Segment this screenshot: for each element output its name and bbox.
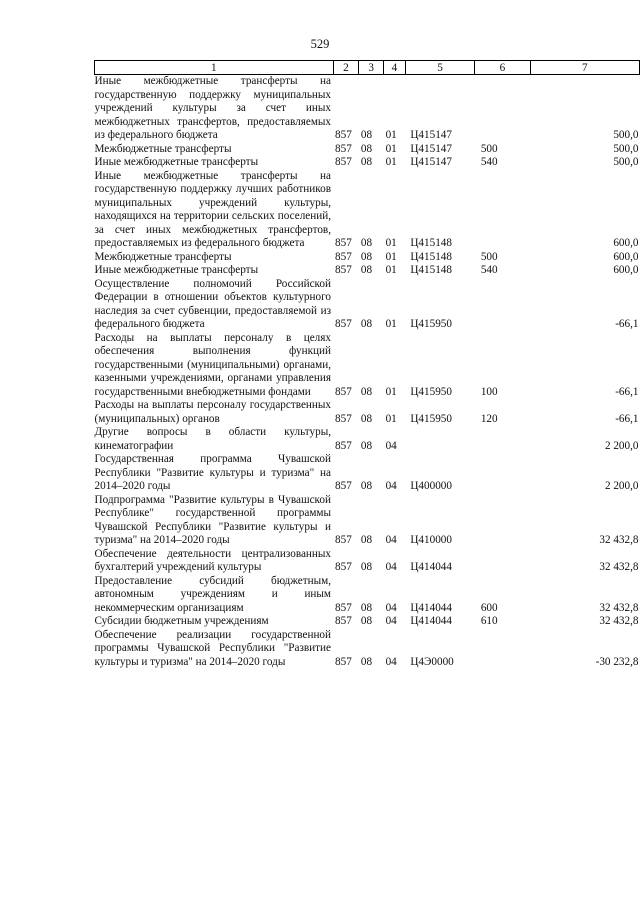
row-grbs: 857 <box>335 561 352 573</box>
table-row <box>95 548 640 575</box>
row-subsection: 04 <box>385 655 397 668</box>
row-grbs: 857 <box>335 480 352 492</box>
table-row <box>95 156 640 170</box>
row-target-article: Ц415147 <box>410 156 452 168</box>
table-row <box>95 494 640 548</box>
row-grbs: 857 <box>335 385 352 398</box>
row-section: 08 <box>360 156 373 168</box>
row-target-article: Ц410000 <box>410 534 452 546</box>
row-expense-type: 120 <box>480 412 498 425</box>
row-section: 08 <box>360 561 373 573</box>
row-subsection: 01 <box>385 250 397 263</box>
row-grbs: 857 <box>335 439 352 452</box>
row-expense-type: 610 <box>480 615 498 627</box>
row-section: 08 <box>360 385 373 398</box>
row-amount: 2 200,0 <box>604 439 639 452</box>
header-col-5: 5 <box>405 61 474 75</box>
row-amount: 600,0 <box>613 264 639 276</box>
row-expense-type <box>475 548 530 575</box>
row-target-article: Ц415147 <box>410 142 452 155</box>
row-description: Другие вопросы в области культуры, кинематографии <box>94 426 332 452</box>
row-section: 08 <box>360 439 373 452</box>
row-grbs: 857 <box>335 412 352 425</box>
row-section: 08 <box>360 237 373 249</box>
table-row <box>95 615 640 629</box>
row-description: Государственная программа Чувашской Республики "Развитие культуры и туризма" на 2014–2020 годы <box>94 453 332 492</box>
header-col-3: 3 <box>359 61 384 75</box>
row-subsection: 01 <box>385 129 397 141</box>
row-section: 08 <box>360 264 373 276</box>
row-target-article: Ц4Э0000 <box>410 655 454 668</box>
row-expense-type <box>475 494 530 548</box>
row-description: Иные межбюджетные трансферты <box>94 156 259 168</box>
row-section: 08 <box>360 601 373 614</box>
header-col-6: 6 <box>475 61 530 75</box>
row-target-article: Ц414044 <box>410 601 452 614</box>
header-col-4: 4 <box>384 61 406 75</box>
row-section: 08 <box>360 142 373 155</box>
row-amount: 2 200,0 <box>604 480 639 492</box>
row-subsection: 01 <box>385 142 397 155</box>
table-row <box>95 426 640 453</box>
budget-table <box>94 60 640 669</box>
page-number: 529 <box>310 37 330 51</box>
row-grbs: 857 <box>335 264 352 276</box>
header-col-2: 2 <box>333 61 359 75</box>
row-amount: 500,0 <box>613 156 639 168</box>
row-section: 08 <box>360 655 373 668</box>
table-row <box>95 251 640 265</box>
row-expense-type: 100 <box>480 385 498 398</box>
row-target-article <box>405 426 474 453</box>
table-row <box>95 264 640 278</box>
row-expense-type <box>475 629 530 670</box>
row-subsection: 04 <box>385 615 397 627</box>
row-description: Межбюджетные трансферты <box>94 142 232 155</box>
row-expense-type <box>475 170 530 251</box>
row-subsection: 01 <box>385 318 397 330</box>
row-target-article: Ц415148 <box>410 250 452 263</box>
row-grbs: 857 <box>335 156 352 168</box>
row-amount: 600,0 <box>613 237 639 249</box>
row-section: 08 <box>360 318 373 330</box>
row-amount: 32 432,8 <box>599 601 639 614</box>
row-grbs: 857 <box>335 237 352 249</box>
row-target-article: Ц414044 <box>410 615 452 627</box>
row-amount: -66,1 <box>615 412 639 425</box>
row-subsection: 01 <box>385 264 397 276</box>
row-description: Иные межбюджетные трансферты <box>94 264 259 276</box>
row-section: 08 <box>360 480 373 492</box>
row-amount: -66,1 <box>615 318 639 330</box>
row-description: Иные межбюджетные трансферты на государственную поддержку муниципальных учреждений культуры за счет иных межбюджетных трансфертов, предоставляемых из федерального бюджета <box>94 75 332 141</box>
row-subsection: 01 <box>385 156 397 168</box>
header-row <box>95 61 640 75</box>
header-col-1: 1 <box>95 61 334 75</box>
row-amount: 600,0 <box>613 250 639 263</box>
row-grbs: 857 <box>335 318 352 330</box>
row-target-article: Ц414044 <box>410 561 452 573</box>
row-expense-type <box>475 75 530 143</box>
row-target-article: Ц415950 <box>410 385 452 398</box>
row-expense-type: 600 <box>480 601 498 614</box>
table-body <box>95 75 640 670</box>
row-description: Расходы на выплаты персоналу в целях обеспечения выполнения функций государственными (муниципальными) органами, казенными учреждениями, органами управления государственными внебюджетными фондами <box>94 331 332 398</box>
table-row <box>95 170 640 251</box>
row-grbs: 857 <box>335 142 352 155</box>
row-grbs: 857 <box>335 655 352 668</box>
row-amount: 32 432,8 <box>599 561 639 573</box>
row-amount: 500,0 <box>613 142 639 155</box>
row-amount: 32 432,8 <box>599 615 639 627</box>
table-row <box>95 332 640 400</box>
header-col-7: 7 <box>530 61 639 75</box>
row-target-article: Ц415148 <box>410 264 452 276</box>
row-description: Межбюджетные трансферты <box>94 250 232 263</box>
row-description: Субсидии бюджетным учреждениям <box>94 615 269 627</box>
row-description: Подпрограмма "Развитие культуры в Чувашской Республике" государственной программы Чувашской Республики "Развитие культуры и туризма" на 2014–2020 годы <box>94 493 332 546</box>
row-expense-type: 540 <box>480 156 498 168</box>
row-subsection: 04 <box>385 534 397 546</box>
row-subsection: 04 <box>385 601 397 614</box>
row-description: Обеспечение деятельности централизованных бухгалтерий учреждений культуры <box>94 547 332 573</box>
row-subsection: 04 <box>385 561 397 573</box>
row-amount: 32 432,8 <box>599 534 639 546</box>
row-subsection: 01 <box>385 385 397 398</box>
table-row <box>95 453 640 494</box>
row-section: 08 <box>360 250 373 263</box>
row-grbs: 857 <box>335 534 352 546</box>
row-subsection: 04 <box>385 439 397 452</box>
row-amount: 500,0 <box>613 129 639 141</box>
table-header <box>95 61 640 75</box>
row-expense-type <box>475 453 530 494</box>
row-amount: -30 232,8 <box>595 655 639 668</box>
row-expense-type: 500 <box>480 250 498 263</box>
row-description: Осуществление полномочий Российской Федерации в отношении объектов культурного наследия за счет субвенции, предоставляемой из федерального бюджета <box>94 277 332 330</box>
row-target-article: Ц415950 <box>410 318 452 330</box>
row-description: Расходы на выплаты персоналу государственных (муниципальных) органов <box>94 399 332 425</box>
row-description: Предоставление субсидий бюджетным, автономным учреждениям и иным некоммерческим организациям <box>94 574 332 614</box>
row-target-article: Ц415148 <box>410 237 452 249</box>
row-section: 08 <box>360 129 373 141</box>
row-target-article: Ц415950 <box>410 412 452 425</box>
table-row <box>95 629 640 670</box>
row-expense-type: 500 <box>480 142 498 155</box>
row-amount: -66,1 <box>615 385 639 398</box>
table-row <box>95 75 640 143</box>
row-grbs: 857 <box>335 615 352 627</box>
row-grbs: 857 <box>335 250 352 263</box>
row-subsection: 01 <box>385 237 397 249</box>
table-row <box>95 575 640 616</box>
table-row <box>95 399 640 426</box>
table-row <box>95 278 640 332</box>
row-target-article: Ц415147 <box>410 129 452 141</box>
row-subsection: 01 <box>385 412 397 425</box>
row-grbs: 857 <box>335 129 352 141</box>
row-section: 08 <box>360 615 373 627</box>
table-row <box>95 143 640 157</box>
row-section: 08 <box>360 412 373 425</box>
row-description: Иные межбюджетные трансферты на государственную поддержку лучших работников муниципальных учреждений культуры, находящихся на территории сельских поселений, за счет иных межбюджетных трансфертов, предоставляемых из федерального бюджета <box>94 169 332 249</box>
row-expense-type <box>475 426 530 453</box>
row-subsection: 04 <box>385 480 397 492</box>
row-description: Обеспечение реализации государственной программы Чувашской Республики "Развитие культуры и туризма" на 2014–2020 годы <box>94 628 332 668</box>
row-target-article: Ц400000 <box>410 480 452 492</box>
row-expense-type: 540 <box>480 264 498 276</box>
row-grbs: 857 <box>335 601 352 614</box>
row-expense-type <box>475 278 530 332</box>
row-section: 08 <box>360 534 373 546</box>
